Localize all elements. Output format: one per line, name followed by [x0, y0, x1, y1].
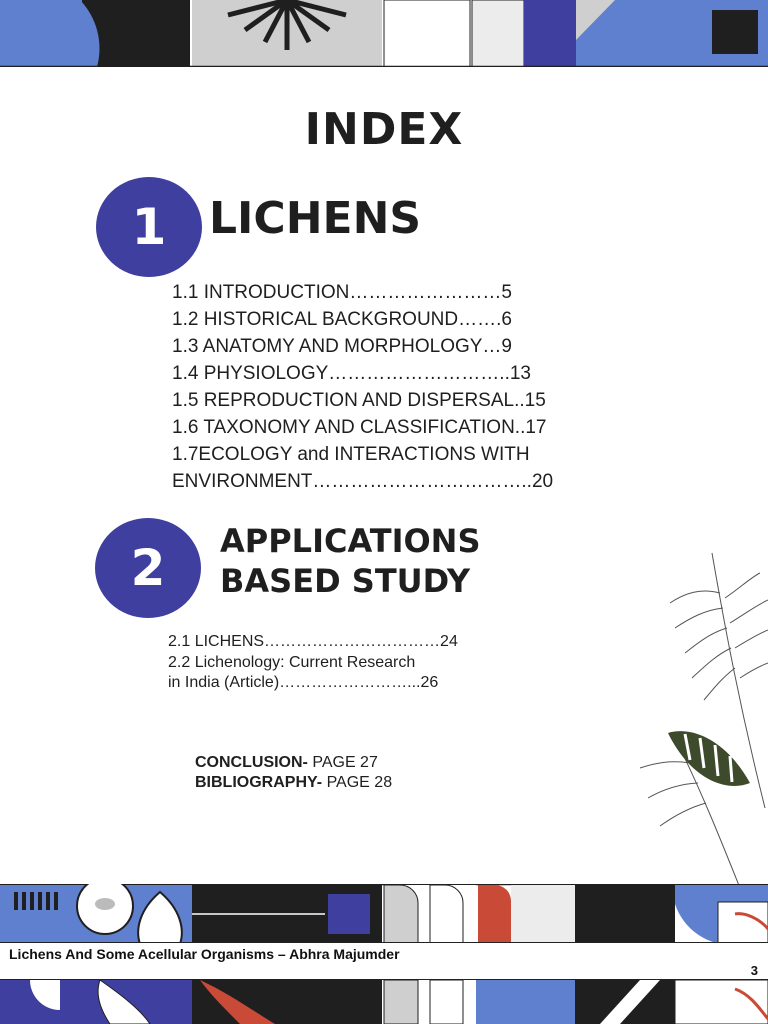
toc-entry: 1.6 TAXONOMY AND CLASSIFICATION..17 [172, 417, 547, 438]
section-title [220, 521, 481, 601]
section-number-badge: 2 [95, 518, 201, 618]
leaf-icon [668, 731, 750, 786]
conclusion-label: CONCLUSION- [195, 754, 308, 771]
section2-toc [168, 632, 458, 694]
page-title: INDEX [304, 104, 464, 155]
page-number: 3 [750, 963, 758, 978]
section-title: LICHENS [209, 193, 422, 244]
appendix-list [195, 753, 392, 793]
toc-entry: 1.4 PHYSIOLOGY………………………..13 [172, 363, 531, 384]
toc-entry: in India (Article)……………………...26 [168, 674, 439, 691]
section-number-badge: 1 [96, 177, 202, 277]
bibliography-line [195, 773, 392, 793]
conclusion-page: PAGE 27 [307, 754, 378, 771]
section-title-line: BASED STUDY [220, 562, 471, 600]
toc-entry: 2.2 Lichenology: Current Research [168, 653, 416, 671]
top-decorative-band [0, 0, 768, 67]
toc-entry: 2.1 LICHENS……………………………24 [168, 633, 458, 650]
fern-icon [630, 548, 768, 888]
footer-bar [0, 942, 768, 980]
footer-title: Lichens And Some Acellular Organisms – Abhra Majumder [9, 946, 400, 962]
bibliography-label: BIBLIOGRAPHY- [195, 774, 323, 791]
section-title-line: APPLICATIONS [220, 522, 481, 560]
toc-entry: 1.5 REPRODUCTION AND DISPERSAL..15 [172, 390, 546, 411]
conclusion-line [195, 753, 392, 773]
toc-entry: 1.3 ANATOMY AND MORPHOLOGY…9 [172, 336, 512, 357]
toc-entry: 1.2 HISTORICAL BACKGROUND…….6 [172, 309, 512, 330]
section1-toc [172, 279, 553, 495]
toc-entry: 1.7ECOLOGY and INTERACTIONS WITH [172, 444, 530, 465]
toc-entry: ENVIRONMENT……………………………..20 [172, 471, 554, 492]
bibliography-page: PAGE 28 [322, 774, 393, 791]
toc-entry: 1.1 INTRODUCTION……………………5 [172, 282, 512, 303]
